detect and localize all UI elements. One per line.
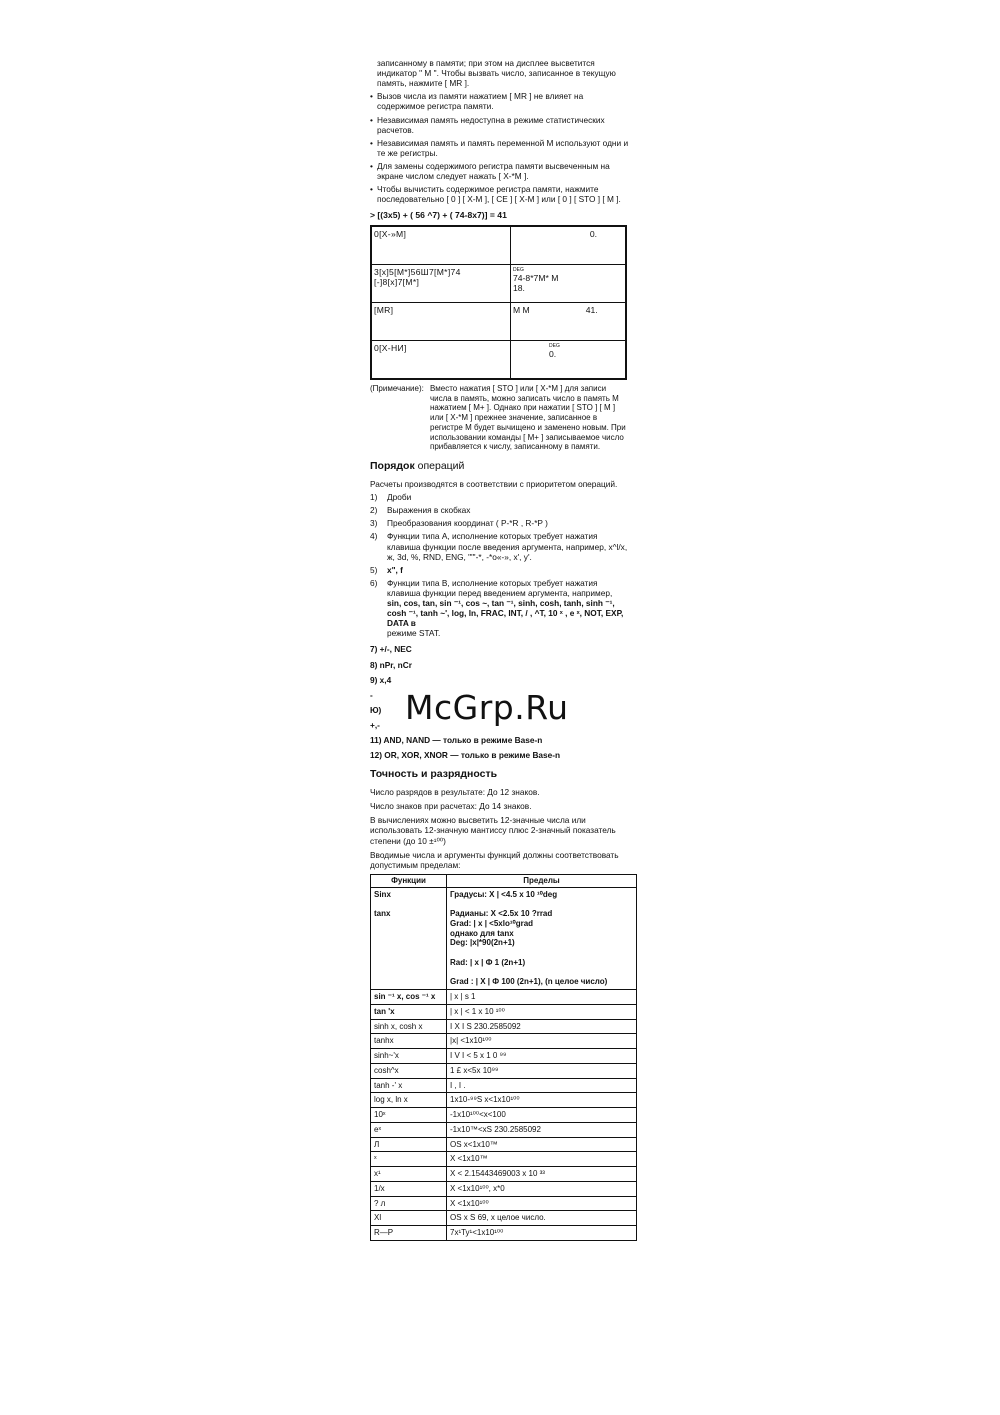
- order-number: 1): [370, 492, 378, 503]
- limits-row: [371, 1004, 637, 1019]
- limits-function: 10ˣ: [371, 1108, 447, 1123]
- limits-row: [371, 1211, 637, 1226]
- limits-function: ˣ: [371, 1152, 447, 1167]
- order-text: Преобразования координат ( P-*R , R-*P ): [387, 518, 548, 529]
- limits-function: x¹: [371, 1167, 447, 1182]
- limits-row: [371, 1049, 637, 1064]
- limits-range: I V I < 5 x 1 0 ⁹⁹: [447, 1049, 637, 1064]
- order-item: [370, 518, 632, 528]
- limits-range: X <1x10¹⁰⁰, x*0: [447, 1181, 637, 1196]
- limits-function: tan 'x: [371, 1004, 447, 1019]
- bullet-item: • Независимая память и память переменной M используют одни и те же регистры.: [370, 138, 632, 158]
- order-item: [370, 531, 632, 561]
- order-item-bold: 11) AND, NAND — только в режиме Base-n: [370, 735, 543, 746]
- limits-function: Sinx tanx: [371, 887, 447, 990]
- order-item-bold: -: [370, 689, 373, 700]
- limits-row: [371, 887, 637, 990]
- display-value: 0.: [589, 228, 597, 239]
- precision-heading: [370, 768, 632, 781]
- example-display: [511, 264, 627, 302]
- deg-indicator: DEG: [513, 266, 524, 273]
- limits-range: OS x S 69, x целое число.: [447, 1211, 637, 1226]
- order-text-tail: режиме STAT.: [387, 628, 441, 639]
- precision-heading-text: Точность и разрядность: [370, 768, 498, 781]
- limits-function: sin ⁻¹ x, cos ⁻¹ x: [371, 990, 447, 1005]
- intro-paragraph: записанному в памяти; при этом на дисплее высветится индикатор " M ". Чтобы вызвать число, записанное в текущую память, нажмите [ MR ].: [377, 58, 616, 89]
- order-item-bold: 8) nPr, nCr: [370, 659, 412, 670]
- limits-row: [371, 1078, 637, 1093]
- note-label: (Примечание):: [370, 383, 424, 393]
- limits-range: |x| <1x10¹⁰⁰: [447, 1034, 637, 1049]
- limits-row: [371, 1063, 637, 1078]
- limits-row: [371, 1093, 637, 1108]
- order-number: 4): [370, 531, 378, 542]
- order-item-bold: +,-: [370, 720, 380, 731]
- display-value: 18.: [513, 283, 525, 294]
- limits-function: Xl: [371, 1211, 447, 1226]
- order-item: [370, 505, 632, 515]
- order-item-bold: 12) OR, XOR, XNOR — только в режиме Base-n: [370, 750, 561, 761]
- limits-range: 7x¹Ty¹<1x10¹⁰⁰: [447, 1226, 637, 1241]
- limits-function: cosh^x: [371, 1063, 447, 1078]
- limits-row: [371, 1137, 637, 1152]
- deg-indicator: DEG: [549, 342, 560, 349]
- limits-function: sinh x, cosh x: [371, 1019, 447, 1034]
- example-row: [371, 340, 626, 379]
- note-text: Вместо нажатия [ STO ] или [ X-*M ] для записи числа в память, можно записать число в память M нажатием [ M+ ]. Однако при нажатии [ STO ] [ M ] или [ X-*M ] прежнее значение, записанное в регистре M будет вычищено и заменено новым. При использовании команды [ M+ ] записываемое число прибавляется к числу, записанному в памяти.: [430, 383, 626, 452]
- limits-range: | x | < 1 x 10 ¹⁰⁰: [447, 1004, 637, 1019]
- precision-paragraph: Число разрядов в результате: До 12 знаков.: [370, 787, 540, 798]
- limits-range: -1x10™<xS 230.2585092: [447, 1122, 637, 1137]
- example-row: [371, 264, 626, 302]
- order-item: [370, 565, 632, 575]
- limits-range: OS x<1x10™: [447, 1137, 637, 1152]
- order-item-bold: Ю): [370, 704, 382, 715]
- example-display: [511, 340, 627, 379]
- order-text: Выражения в скобках: [387, 505, 471, 516]
- limits-function: 1/x: [371, 1181, 447, 1196]
- limits-function: log x, ln x: [371, 1093, 447, 1108]
- order-heading-bold: Порядок: [370, 460, 415, 473]
- order-text: Функции типа A, исполнение которых требует нажатия клавиша функции после введения аргумента, например, x^l/x, ж, 3d, %, RND, ENG, ""'-*, -*o«-», x', y'.: [387, 531, 628, 562]
- note: [370, 384, 632, 452]
- order-item: [370, 492, 632, 502]
- limits-range: X <1x10™: [447, 1152, 637, 1167]
- precision-paragraph: В вычислениях можно высветить 12-значные числа или использовать 12-значную мантиссу плюс 2-значный показатель степени (до 10 ±¹⁰⁰): [370, 815, 616, 846]
- order-text: Функции типа B, исполнение которых требует нажатия клавиша функции перед введением аргумента, например,: [387, 577, 613, 598]
- example-keys: 3[x]5[M*]56Ш7[M*]74 [-]8[x]7[M*]: [371, 264, 511, 302]
- limits-row: [371, 990, 637, 1005]
- limits-header-limits: Пределы: [447, 874, 637, 887]
- watermark: McGrp.Ru: [405, 688, 569, 727]
- limits-function: tanhx: [371, 1034, 447, 1049]
- limits-row: [371, 1108, 637, 1123]
- bullet-list: [370, 91, 632, 204]
- order-heading: [370, 460, 632, 473]
- order-number: 3): [370, 518, 378, 529]
- limits-function: tanh -' x: [371, 1078, 447, 1093]
- limits-range: Градусы: X | <4.5 x 10 ¹⁰deg Радианы: X <2.5x 10 ?rrad Grad: | x | <5xlo¹⁰grad однако для tanx Deg: |x|*90(2n+1) Rad: | x | Ф 1 (2n+1) Grad : | X | Ф 100 (2n+1), (n целое число): [447, 887, 637, 990]
- order-item-bold: 7) +/-, NEC: [370, 644, 412, 655]
- limits-row: [371, 1226, 637, 1241]
- order-intro: Расчеты производятся в соответствии с приоритетом операций.: [370, 478, 618, 489]
- precision-list: [370, 787, 632, 870]
- example-row: [371, 302, 626, 340]
- limits-table: [370, 874, 637, 1241]
- limits-function: sinh~'x: [371, 1049, 447, 1064]
- limits-range: I , I .: [447, 1078, 637, 1093]
- order-text-bold: sin, cos, tan, sin ⁻¹, cos ~, tan ⁻¹, sinh, cosh, tanh, sinh ⁻¹, cosh ⁻¹, tanh ~', log, ln, FRAC, INT, / , ^T, 10 ˣ , e ˣ, NOT, EXP, DATA в: [387, 598, 624, 629]
- order-number: 6): [370, 577, 378, 588]
- order-heading-rest: операций: [414, 460, 465, 473]
- precision-paragraph: Вводимые числа и аргументы функций должны соответствовать допустимым пределам:: [370, 849, 619, 870]
- example-keys: 0[X-»M]: [371, 226, 511, 265]
- limits-header-functions: Функции: [371, 874, 447, 887]
- precision-paragraph: Число знаков при расчетах: До 14 знаков.: [370, 801, 532, 812]
- order-list: [370, 492, 632, 638]
- memory-example-table: [370, 225, 627, 380]
- limits-range: 1 £ x<5x 10⁹⁹: [447, 1063, 637, 1078]
- example-row: [371, 226, 626, 265]
- example-keys: 0[X-НИ]: [371, 340, 511, 379]
- example-display: [511, 226, 627, 265]
- limits-function: ? л: [371, 1196, 447, 1211]
- limits-row: [371, 1034, 637, 1049]
- order-number: 2): [370, 505, 378, 516]
- limits-row: [371, 1196, 637, 1211]
- order-text: x", f: [387, 564, 403, 575]
- limits-function: R—P: [371, 1226, 447, 1241]
- display-value: 41.: [585, 304, 598, 315]
- limits-range: -1x10¹⁰⁰<x<100: [447, 1108, 637, 1123]
- order-number: 5): [370, 564, 378, 575]
- limits-row: [371, 1167, 637, 1182]
- limits-range: 1x10-⁹⁹S x<1x10¹⁰⁰: [447, 1093, 637, 1108]
- limits-range: X < 2.15443469003 x 10 ³³: [447, 1167, 637, 1182]
- example-keys: [MR]: [371, 302, 511, 340]
- display-text: 74-8*7M* M: [513, 273, 559, 283]
- limits-range: X <1x10¹⁰⁰: [447, 1196, 637, 1211]
- limits-row: [371, 1019, 637, 1034]
- order-text: Дроби: [387, 492, 412, 503]
- bullet-item: • Независимая память недоступна в режиме статистических расчетов.: [370, 115, 632, 135]
- bullet-item: • Чтобы вычистить содержимое регистра памяти, нажмите последовательно [ 0 ] [ X-M ], [ CE ] [ X-M ] или [ 0 ] [ STO ] [ M ].: [370, 184, 632, 204]
- limits-row: [371, 1122, 637, 1137]
- order-item: [370, 578, 632, 639]
- limits-range: | x | s 1: [447, 990, 637, 1005]
- order-item-bold: 9) x,4: [370, 674, 392, 685]
- display-text: M M: [513, 304, 530, 315]
- limits-function: Л: [371, 1137, 447, 1152]
- manual-page: [370, 58, 632, 1241]
- limits-row: [371, 1152, 637, 1167]
- bullet-item: • Вызов числа из памяти нажатием [ MR ] не влияет на содержимое регистра памяти.: [370, 91, 632, 111]
- example-formula: > [(3x5) + ( 56 ^7) + ( 74-8x7)] = 41: [370, 210, 507, 221]
- limits-row: [371, 1181, 637, 1196]
- example-display: [511, 302, 627, 340]
- limits-function: eˣ: [371, 1122, 447, 1137]
- limits-range: I X I S 230.2585092: [447, 1019, 637, 1034]
- bullet-item: • Для замены содержимого регистра памяти высвеченным на экране числом следует нажать [ X-*M ].: [370, 161, 632, 181]
- display-value: 0.: [549, 349, 557, 359]
